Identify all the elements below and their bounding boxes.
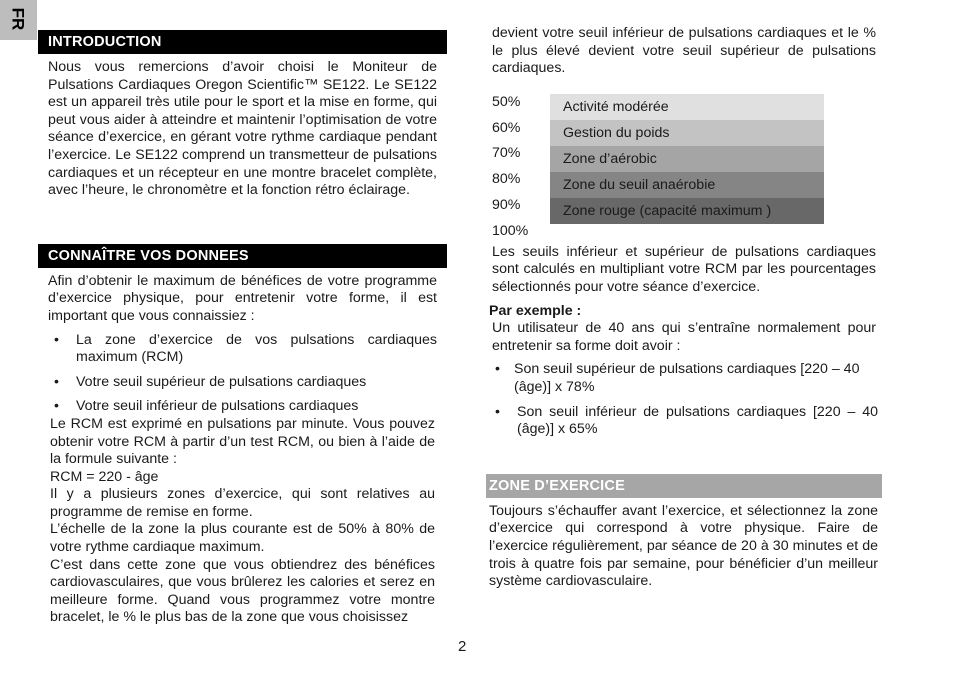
zone-row-weight — [550, 120, 824, 146]
zone-row-red — [550, 198, 824, 224]
list-item: • La zone d’exercice de vos pulsations cardiaques maximum (RCM) — [54, 331, 437, 366]
example-text: Un utilisateur de 40 ans qui s’entraîne normalement pour entretenir sa forme doit avoir : — [492, 320, 876, 354]
list-item: • Votre seuil inférieur de pulsations cardiaques — [54, 398, 359, 415]
zone-label: Zone du seuil anaérobie — [563, 176, 716, 193]
zone-row-aerobic — [550, 146, 824, 172]
page-number: 2 — [458, 638, 467, 655]
example-heading: Par exemple : — [489, 302, 582, 319]
list-item-text: Son seuil inférieur de pulsations cardiaques [220 – 40 (âge)] x 65% — [517, 403, 878, 438]
list-item: • Son seuil supérieur de pulsations cardiaques [220 – 40 (âge)] x 78% — [495, 361, 860, 395]
benefit-text: C’est dans cette zone que vous obtiendrez des bénéfices cardiovasculaires, que vous brûlerez les calories et serez en meilleure forme. Quand vous programmez votre montre bracelet, le % le plus bas de la zone que vous choisissez — [50, 556, 435, 626]
zones-text: Il y a plusieurs zones d’exercice, qui sont relatives au programme de remise en forme. — [50, 486, 435, 520]
list-item-text: Votre seuil supérieur de pulsations cardiaques — [76, 373, 367, 390]
zone-label: Zone d’aérobic — [563, 150, 657, 167]
rcm-text: Le RCM est exprimé en pulsations par minute. Vous pouvez obtenir votre RCM à partir d’un test RCM, ou bien à l’aide de la formule suivante : — [50, 415, 435, 468]
percent-label: 60% — [492, 119, 521, 136]
language-tab — [0, 0, 37, 40]
introduction-text: Nous vous remercions d’avoir choisi le Moniteur de Pulsations Cardiaques Oregon Scientific™ SE122. Le SE122 est un appareil très utile pour le sport et la mise en forme, qui peut vous aider à atteindre et maintenir l’optimisation de votre séance d’exercice, en gérant votre rythme cardiaque pendant l’exercice. Le SE122 comprend un transmetteur de pulsations cardiaques et un récepteur en une montre bracelet complète, avec l’heure, le chronomètre et la fonction rétro éclairage. — [48, 59, 437, 199]
list-item-text: La zone d’exercice de vos pulsations cardiaques maximum (RCM) — [76, 331, 437, 366]
percent-label: 70% — [492, 144, 521, 161]
thresholds-text: Les seuils inférieur et supérieur de pulsations cardiaques sont calculés en multipliant votre RCM par les pourcentages sélectionnés pour votre séance d’exercice. — [492, 243, 876, 295]
rcm-formula: RCM = 220 - âge — [50, 468, 159, 485]
scale-text: L’échelle de la zone la plus courante est de 50% à 80% de votre rythme cardiaque maximum. — [50, 521, 435, 556]
percent-label: 50% — [492, 93, 521, 110]
left-column — [38, 30, 447, 627]
percent-label: 100% — [492, 222, 529, 239]
know-your-data-heading: CONNAÎTRE VOS DONNEES — [38, 244, 447, 268]
exercise-zone-heading: ZONE D’EXERCICE — [486, 474, 882, 498]
example-list — [486, 361, 882, 438]
percent-label: 80% — [492, 170, 521, 187]
list-item-text: Son seuil supérieur de pulsations cardiaques [220 – 40 (âge)] x 78% — [514, 361, 860, 395]
list-item: • Votre seuil supérieur de pulsations cardiaques — [54, 373, 367, 390]
introduction-heading: INTRODUCTION — [38, 30, 447, 54]
language-label: FR — [8, 7, 28, 31]
list-item: • Son seuil inférieur de pulsations cardiaques [220 – 40 (âge)] x 65% — [495, 403, 878, 438]
list-item-text: Votre seuil inférieur de pulsations cardiaques — [76, 398, 359, 415]
zone-label: Activité modérée — [563, 98, 669, 115]
zone-row-moderate — [550, 94, 824, 120]
requirements-list — [38, 332, 447, 416]
right-column — [486, 25, 882, 591]
zone-label: Gestion du poids — [563, 124, 670, 141]
know-your-data-text: Afin d’obtenir le maximum de bénéfices de votre programme d’exercice physique, pour entretenir votre forme, il est important que vous connaissiez : — [48, 272, 437, 324]
zone-label: Zone rouge (capacité maximum ) — [563, 202, 772, 219]
heart-rate-zone-table — [486, 94, 882, 244]
continued-text: devient votre seuil inférieur de pulsations cardiaques et le % le plus élevé devient votre seuil supérieur de pulsations cardiaques. — [492, 25, 876, 77]
zone-row-anaerobic — [550, 172, 824, 198]
percent-label: 90% — [492, 196, 521, 213]
exercise-zone-text: Toujours s’échauffer avant l’exercice, et sélectionnez la zone d’exercice qui correspond à votre physique. Faire de l’exercice régulièrement, par séance de 20 à 30 minutes et de trois à quatre fois par semaine, pour bénéficier d’un meilleur système cardiovasculaire. — [489, 502, 878, 590]
